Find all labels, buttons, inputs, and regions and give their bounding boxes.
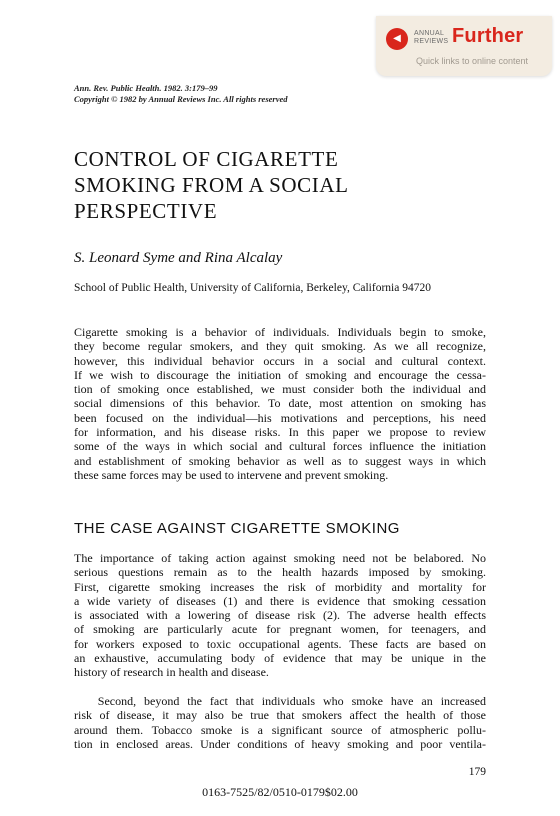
body-paragraph-2: [74, 694, 486, 751]
brand-top-label: ANNUAL: [414, 30, 445, 37]
publication-code: 0163-7525/82/0510-0179$02.00: [202, 785, 358, 799]
further-tagline: Quick links to online content: [416, 56, 529, 66]
journal-copyright: Copyright © 1982 by Annual Reviews Inc. All rights reserved: [74, 94, 288, 104]
title-line: CONTROL OF CIGARETTE: [74, 147, 339, 171]
text-line: they become regular smokers, and they quit smoking. As we all recognize,: [74, 339, 486, 354]
text-line: for information, and his disease risks. In this paper we propose to review: [74, 425, 486, 440]
text-line: around them. Tobacco smoke is a significant source of atmospheric pollu-: [74, 722, 486, 737]
text-line: First, cigarette smoking increases the risk of morbidity and mortality for: [74, 579, 486, 594]
text-line: If we wish to discourage the initiation of smoking and encourage the cessa-: [74, 367, 486, 382]
text-line: some of the ways in which social and cultural forces influence the initiation: [74, 439, 486, 454]
text-line: been focused on the individual—his motivations and perceptions, his need: [74, 410, 486, 425]
text-line: risk of disease, it may also be true that smokers affect the health of those: [74, 708, 486, 723]
section-heading: THE CASE AGAINST CIGARETTE SMOKING: [74, 520, 400, 537]
text-line: social dimensions of this behavior. To date, most attention on smoking has: [74, 396, 486, 411]
text-line: is associated with a lowering of disease risk (2). The adverse health effects: [74, 608, 486, 623]
text-line: tion of smoking once established, we must consider both the individual and: [74, 382, 486, 397]
text-line: Second, beyond the fact that individuals who smoke have an increased: [74, 694, 486, 708]
title-line: SMOKING FROM A SOCIAL: [74, 173, 349, 197]
text-line: of smoking are particularly acute for pregnant women, for teenagers, and: [74, 622, 486, 637]
brand-bottom-label: REVIEWS: [414, 38, 449, 45]
text-line: a wide variety of diseases (1) and there is evidence that smoking cessation: [74, 593, 486, 608]
journal-citation: Ann. Rev. Public Health. 1982. 3:179–99: [74, 83, 218, 93]
text-line: tion in enclosed areas. Under conditions of heavy smoking and poor ventila-: [74, 736, 486, 751]
text-line: and establishment of smoking behavior as well as to suggest ways in which: [74, 453, 486, 468]
text-line: these same forces may be used to intervene and prevent smoking.: [74, 467, 389, 482]
further-title: Further: [452, 25, 524, 47]
text-line: for workers exposed to toxic occupational agents. These facts are based on: [74, 636, 486, 651]
author-affiliation: School of Public Health, University of California, Berkeley, California 94720: [74, 282, 431, 294]
text-line: however, this individual behavior occurs in a social and cultural context.: [74, 353, 486, 368]
article-title: [74, 146, 349, 224]
title-line: PERSPECTIVE: [74, 199, 218, 223]
article-authors: S. Leonard Syme and Rina Alcalay: [74, 250, 283, 266]
body-paragraph-1: [74, 551, 486, 680]
text-line: history of research in health and disease.: [74, 665, 269, 680]
intro-paragraph: [74, 325, 486, 482]
annual-reviews-logo-icon: ◀: [386, 28, 408, 50]
page-number: 179: [468, 766, 486, 778]
text-line: The importance of taking action against smoking need not be belabored. No: [74, 551, 486, 565]
text-line: an exhaustive, accumulating body of evidence that may be unique in the: [74, 651, 486, 666]
text-line: Cigarette smoking is a behavior of individuals. Individuals begin to smoke,: [74, 325, 486, 339]
annual-reviews-further-badge[interactable]: [376, 16, 552, 76]
text-line: serious questions remain as to the health hazards imposed by smoking.: [74, 565, 486, 580]
